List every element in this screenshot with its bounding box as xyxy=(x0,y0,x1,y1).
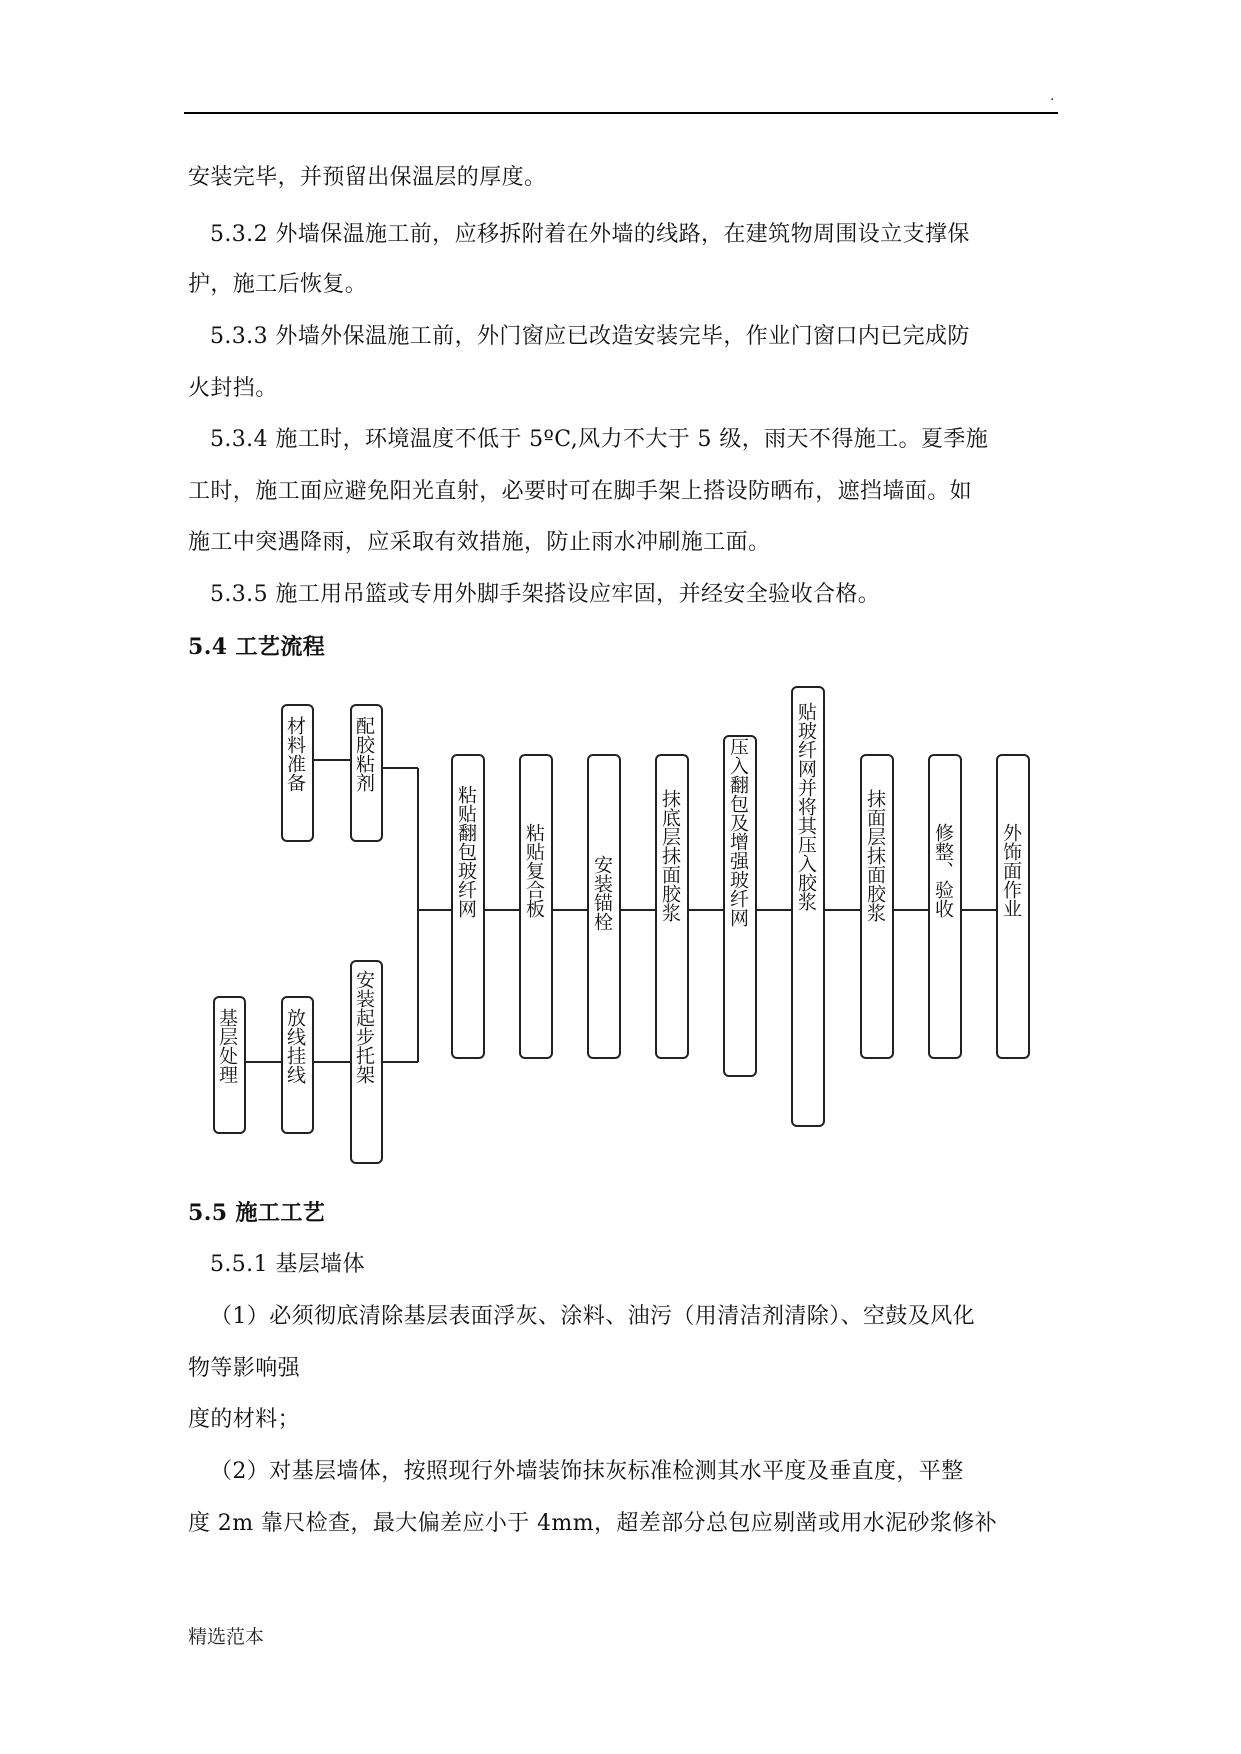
flow-box-base-coat xyxy=(655,754,689,1059)
flow-box-label: 粘贴翻包玻纤网 xyxy=(455,785,477,918)
paragraph-line: 安装完毕，并预留出保温层的厚度。 xyxy=(188,165,547,190)
flow-box-label: 配胶粘剂 xyxy=(353,716,375,792)
flow-box-embed-mesh xyxy=(723,735,757,1077)
flow-box-wrap-mesh xyxy=(451,754,485,1059)
paragraph-line: 护，施工后恢复。 xyxy=(188,272,368,297)
footer-text: 精选范本 xyxy=(188,1626,265,1648)
flow-box-top-coat xyxy=(860,754,894,1059)
paragraph-line: 5.3.3 外墙外保温施工前，外门窗应已改造安装完毕，作业门窗口内已完成防 xyxy=(210,324,970,349)
flow-box-label: 材料准备 xyxy=(284,716,306,792)
flow-box-material-prep xyxy=(281,704,314,842)
paragraph-line: 火封挡。 xyxy=(188,376,278,401)
paragraph-line: 5.3.2 外墙保温施工前，应移拆附着在外墙的线路，在建筑物周围设立支撑保 xyxy=(210,222,970,247)
paragraph-line: 度的材料； xyxy=(188,1407,301,1432)
flow-box-label: 抹底层抹面胶浆 xyxy=(659,789,681,922)
flow-box-bond-board xyxy=(519,754,553,1059)
paragraph-line: （1）必须彻底清除基层表面浮灰、涂料、油污（用清洁剂清除）、空鼓及风化 xyxy=(210,1304,975,1329)
flow-box-label: 修整、验收 xyxy=(932,823,954,918)
flow-box-label: 放线挂线 xyxy=(284,1008,306,1084)
flow-box-exterior-finish xyxy=(996,754,1030,1059)
flow-box-label: 压入翻包及增强玻纤网 xyxy=(727,737,749,927)
flow-box-base-treatment xyxy=(213,996,246,1134)
flow-box-install-anchors xyxy=(587,754,621,1059)
paragraph-line: 度 2m 靠尺检查，最大偏差应小于 4mm，超差部分总包应剔凿或用水泥砂浆修补 xyxy=(188,1511,998,1536)
flow-box-trim-inspect xyxy=(928,754,962,1059)
flow-box-mix-adhesive xyxy=(350,704,383,842)
section-heading-5-4: 5.4 工艺流程 xyxy=(188,634,326,660)
flow-box-apply-mesh xyxy=(791,686,825,1127)
flow-box-starter-bracket xyxy=(350,960,383,1164)
paragraph-line: 5.3.4 施工时，环境温度不低于 5ºC,风力不大于 5 级，雨天不得施工。夏季施 xyxy=(210,427,989,452)
flow-box-label: 贴玻纤网并将其压入胶浆 xyxy=(795,702,817,911)
flow-box-label: 安装起步托架 xyxy=(353,970,375,1084)
paragraph-line: （2）对基层墙体，按照现行外墙装饰抹灰标准检测其水平度及垂直度，平整 xyxy=(210,1459,964,1484)
flow-box-label: 基层处理 xyxy=(216,1008,238,1084)
paragraph-line: 施工中突遇降雨，应采取有效措施，防止雨水冲刷施工面。 xyxy=(188,530,771,555)
paragraph-line: 5.3.5 施工用吊篮或专用外脚手架搭设应牢固，并经安全验收合格。 xyxy=(210,582,881,607)
flow-box-layout-lines xyxy=(281,996,314,1134)
flow-box-label: 安装锚栓 xyxy=(591,855,613,931)
flow-box-label: 外饰面作业 xyxy=(1000,823,1022,918)
flow-box-label: 抹面层抹面胶浆 xyxy=(864,789,886,922)
flow-box-label: 粘贴复合板 xyxy=(523,823,545,918)
header-marker: . xyxy=(1050,88,1055,104)
paragraph-line: 工时，施工面应避免阳光直射，必要时可在脚手架上搭设防晒布，遮挡墙面。如 xyxy=(188,479,973,504)
subsection-heading-5-5-1: 5.5.1 基层墙体 xyxy=(210,1252,365,1277)
section-heading-5-5: 5.5 施工工艺 xyxy=(188,1200,326,1226)
paragraph-line: 物等影响强 xyxy=(188,1356,301,1381)
